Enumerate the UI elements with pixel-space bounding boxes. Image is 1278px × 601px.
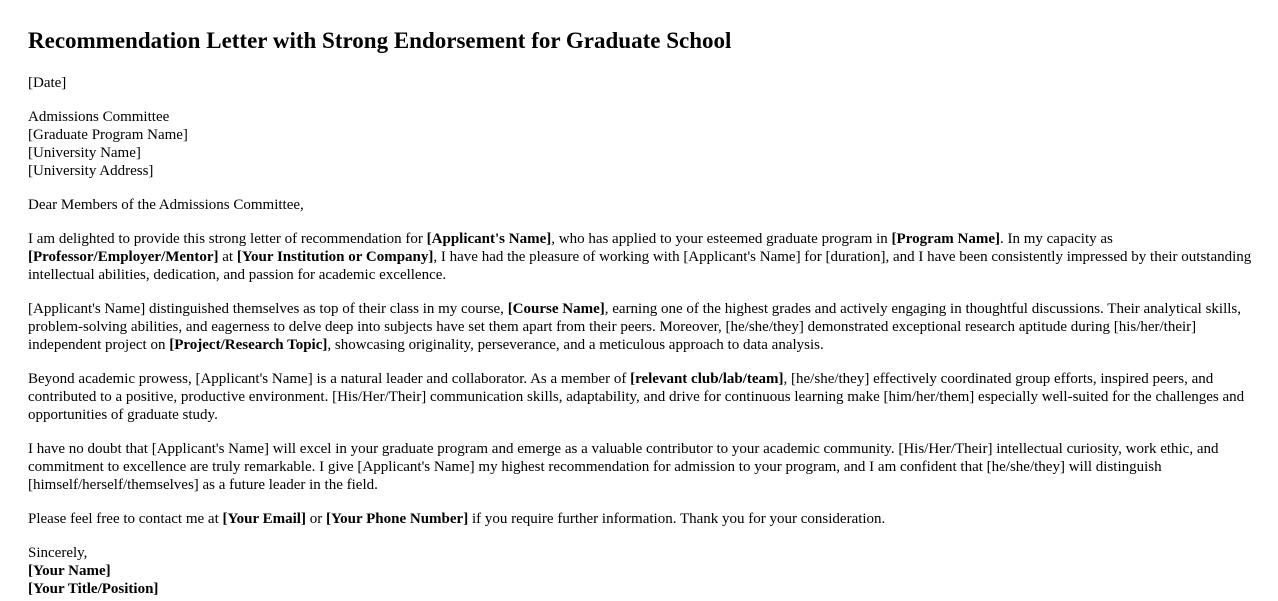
- closing-word: Sincerely,: [28, 545, 88, 561]
- applicant-name-placeholder: [Applicant's Name]: [426, 231, 552, 247]
- paragraph-contact: [28, 510, 1252, 528]
- paragraph-introduction: [28, 230, 1252, 284]
- text: [Applicant's Name] distinguished themselves as top of their class in my course,: [28, 301, 508, 317]
- recipient-line-university: [University Name]: [28, 145, 141, 161]
- text: or: [305, 511, 326, 527]
- text: I am delighted to provide this strong letter of recommendation for: [28, 231, 427, 247]
- letter-document: [0, 28, 1278, 598]
- phone-placeholder: [Your Phone Number]: [325, 511, 469, 527]
- recipient-line-committee: Admissions Committee: [28, 109, 170, 125]
- text: if you require further information. Thank you for your consideration.: [468, 511, 886, 527]
- text: Beyond academic prowess, [Applicant's Name] is a natural leader and collaborator. As a member of: [28, 371, 631, 387]
- course-name-placeholder: [Course Name]: [507, 301, 605, 317]
- paragraph-academics: [28, 300, 1252, 354]
- research-topic-placeholder: [Project/Research Topic]: [169, 337, 328, 353]
- letter-date: [Date]: [28, 75, 67, 91]
- recipient-line-address: [University Address]: [28, 163, 154, 179]
- paragraph-leadership: [28, 370, 1252, 424]
- recipient-address: [28, 108, 1252, 180]
- signature-block: [28, 544, 1252, 598]
- text: , I have had the pleasure of working with [Applicant's Name] for [duration], and I have been consistently impressed by their outstanding intellectual abilities, dedication, and passion for academic excellence.: [28, 249, 1252, 283]
- signer-name: [Your Name]: [28, 563, 111, 579]
- paragraph-endorsement: I have no doubt that [Applicant's Name] will excel in your graduate program and emerge as a valuable contributor to your academic community. [His/Her/Their] intellectual curiosity, work ethic, and commitment to excellence are truly remarkable. I give [Applicant's Name] my highest recommendation for admission to your program, and I am confident that [he/she/they] will distinguish [himself/herself/themselves] as a future leader in the field.: [28, 441, 1219, 493]
- signer-position: [Your Title/Position]: [28, 581, 159, 597]
- text: , showcasing originality, perseverance, and a meticulous approach to data analysis.: [327, 337, 824, 353]
- text: , [he/she/they] effectively coordinated group efforts, inspired peers, and contributed to a positive, productive environment. [His/Her/Their] communication skills, adaptability, and drive for continuous learning make [him/her/them] especially well-suited for the challenges and opportunities of graduate study.: [28, 371, 1245, 423]
- role-placeholder: [Professor/Employer/Mentor]: [28, 249, 219, 265]
- page-title: Recommendation Letter with Strong Endorsement for Graduate School: [28, 28, 732, 53]
- program-name-placeholder: [Program Name]: [891, 231, 1000, 247]
- text: . In my capacity as: [999, 231, 1113, 247]
- salutation: Dear Members of the Admissions Committee,: [28, 197, 304, 213]
- email-placeholder: [Your Email]: [222, 511, 306, 527]
- text: Please feel free to contact me at: [28, 511, 223, 527]
- club-placeholder: [relevant club/lab/team]: [630, 371, 784, 387]
- institution-placeholder: [Your Institution or Company]: [236, 249, 434, 265]
- text: , who has applied to your esteemed graduate program in: [551, 231, 892, 247]
- text: at: [218, 249, 237, 265]
- recipient-line-program: [Graduate Program Name]: [28, 127, 188, 143]
- text: , earning one of the highest grades and actively engaging in thoughtful discussions. Their analytical skills, problem-solving abilities, and eagerness to delve deep into subjects have set them apart from their peers. Moreover, [he/she/they] demonstrated exceptional research aptitude during [his/her/their] independent project on: [28, 301, 1241, 353]
